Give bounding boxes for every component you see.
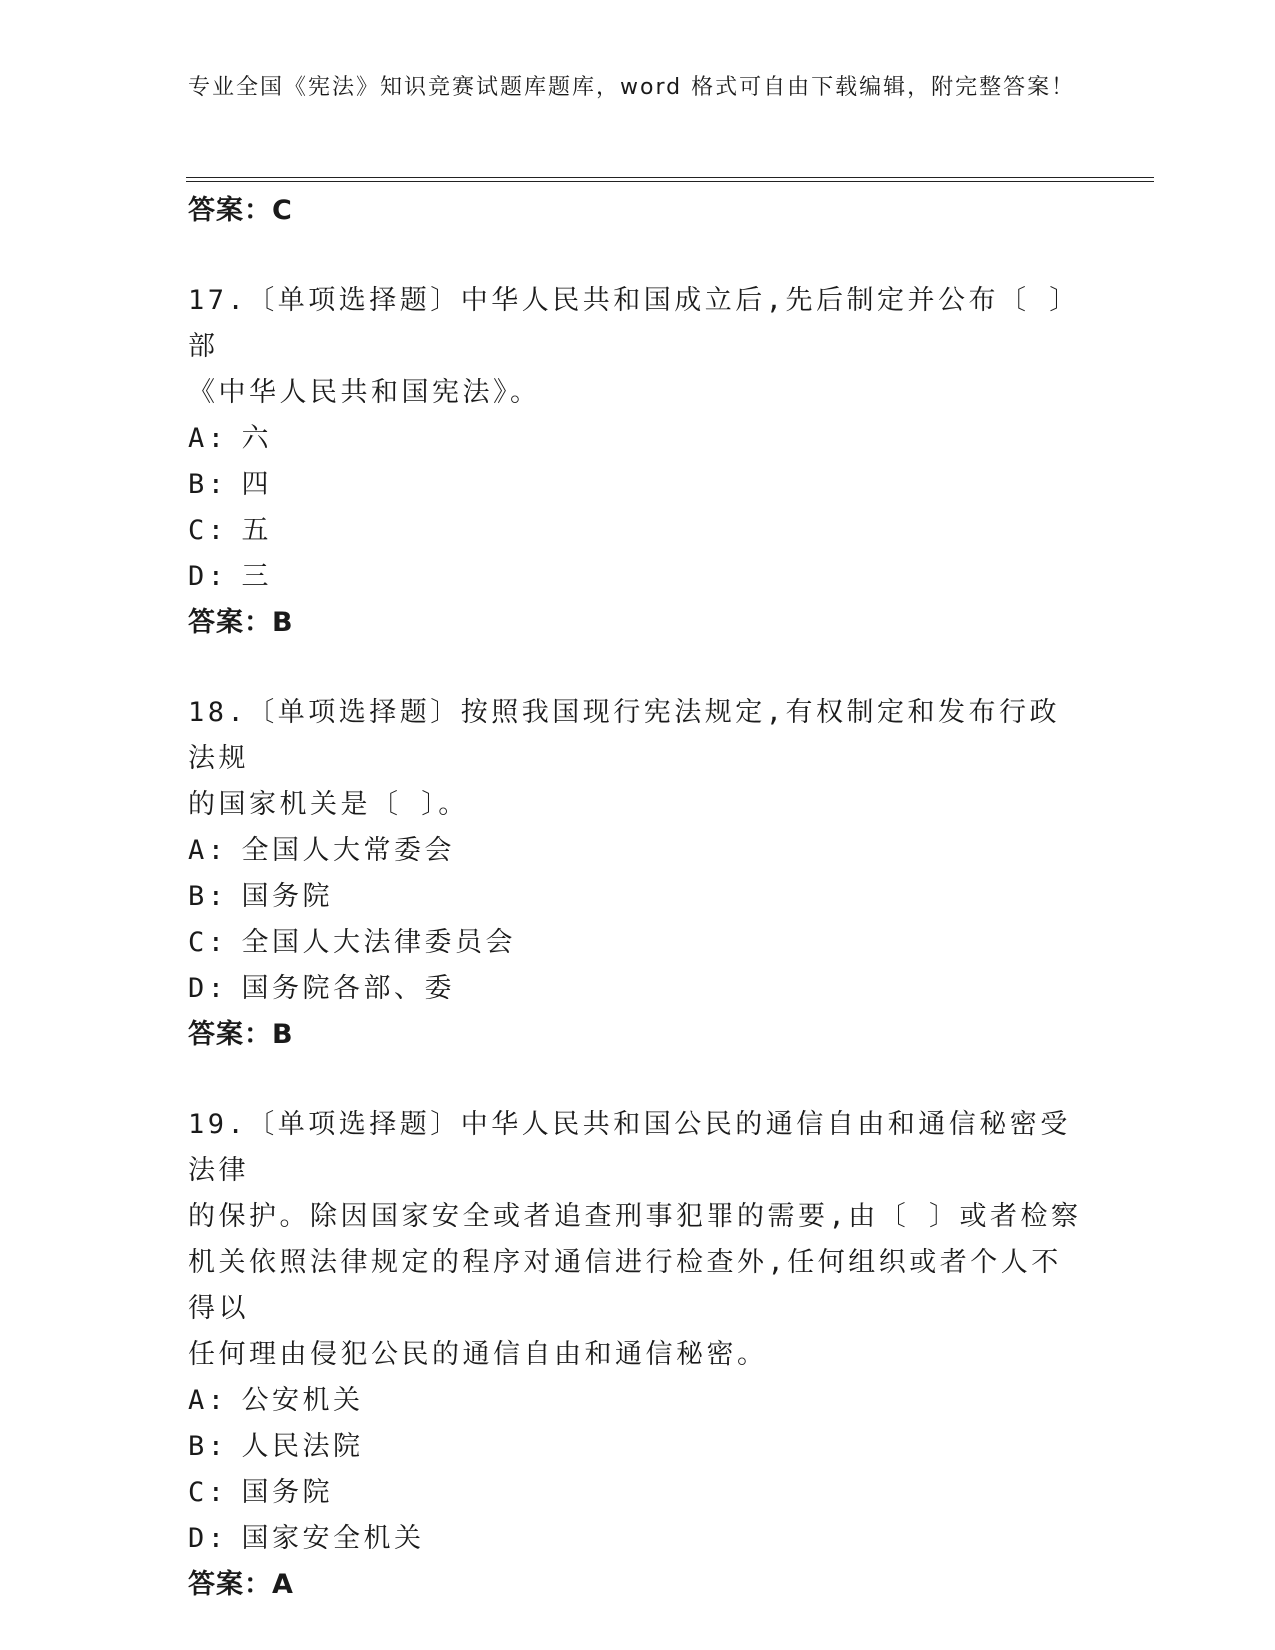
option-text: 五 — [241, 515, 273, 546]
question-stem-line: 18.〔单项选择题〕按照我国现行宪法规定,有权制定和发布行政法规 — [188, 697, 1061, 774]
option-d — [188, 966, 1088, 1012]
option-key: A: — [188, 1385, 228, 1416]
answer-line: 答案：B — [188, 607, 294, 638]
question-stem-line: 17.〔单项选择题〕中华人民共和国成立后,先后制定并公布〔 〕部 — [188, 285, 1080, 362]
option-key: B: — [188, 881, 228, 912]
option-text: 全国人大法律委员会 — [241, 927, 517, 958]
question-stem-line: 的国家机关是〔 〕。 — [188, 789, 469, 820]
answer-line: 答案：A — [188, 1569, 294, 1600]
question-stem-line: 的保护。除因国家安全或者追查刑事犯罪的需要,由〔 〕或者检察 — [188, 1201, 1082, 1232]
option-text: 四 — [241, 469, 273, 500]
option-d — [188, 554, 1088, 600]
question-17 — [188, 278, 1088, 646]
document-content — [188, 188, 1088, 1608]
option-c — [188, 1470, 1088, 1516]
option-text: 全国人大常委会 — [241, 835, 456, 866]
question-18 — [188, 690, 1088, 1058]
option-a — [188, 416, 1088, 462]
question-stem-line: 机关依照法律规定的程序对通信进行检查外,任何组织或者个人不得以 — [188, 1247, 1062, 1324]
header-rule-bottom — [186, 181, 1154, 182]
option-key: C: — [188, 515, 228, 546]
option-text: 人民法院 — [241, 1431, 364, 1462]
page-header-text: 专业全国《宪法》知识竞赛试题库题库，word 格式可自由下载编辑，附完整答案！ — [188, 75, 1076, 100]
option-key: C: — [188, 1477, 228, 1508]
question-stem-line: 任何理由侵犯公民的通信自由和通信秘密。 — [188, 1339, 768, 1370]
option-text: 六 — [241, 423, 273, 454]
option-c — [188, 920, 1088, 966]
option-text: 三 — [241, 561, 273, 592]
option-key: A: — [188, 835, 228, 866]
option-b — [188, 1424, 1088, 1470]
option-c — [188, 508, 1088, 554]
option-key: B: — [188, 469, 228, 500]
option-text: 国务院 — [241, 881, 334, 912]
option-key: D: — [188, 973, 228, 1004]
option-text: 公安机关 — [241, 1385, 364, 1416]
option-text: 国务院 — [241, 1477, 334, 1508]
question-stem-line: 《中华人民共和国宪法》。 — [188, 377, 541, 408]
answer-line: 答案：B — [188, 1019, 294, 1050]
question-stem-line: 19.〔单项选择题〕中华人民共和国公民的通信自由和通信秘密受法律 — [188, 1109, 1071, 1186]
option-key: D: — [188, 561, 228, 592]
option-a — [188, 828, 1088, 874]
option-key: A: — [188, 423, 228, 454]
option-b — [188, 874, 1088, 920]
option-a — [188, 1378, 1088, 1424]
option-text: 国家安全机关 — [241, 1523, 425, 1554]
option-b — [188, 462, 1088, 508]
header-rule-top — [186, 177, 1154, 178]
answer-line: 答案：C — [188, 195, 293, 226]
option-key: B: — [188, 1431, 228, 1462]
option-d — [188, 1516, 1088, 1562]
question-19 — [188, 1102, 1088, 1608]
option-key: C: — [188, 927, 228, 958]
option-text: 国务院各部、委 — [241, 973, 456, 1004]
option-key: D: — [188, 1523, 228, 1554]
